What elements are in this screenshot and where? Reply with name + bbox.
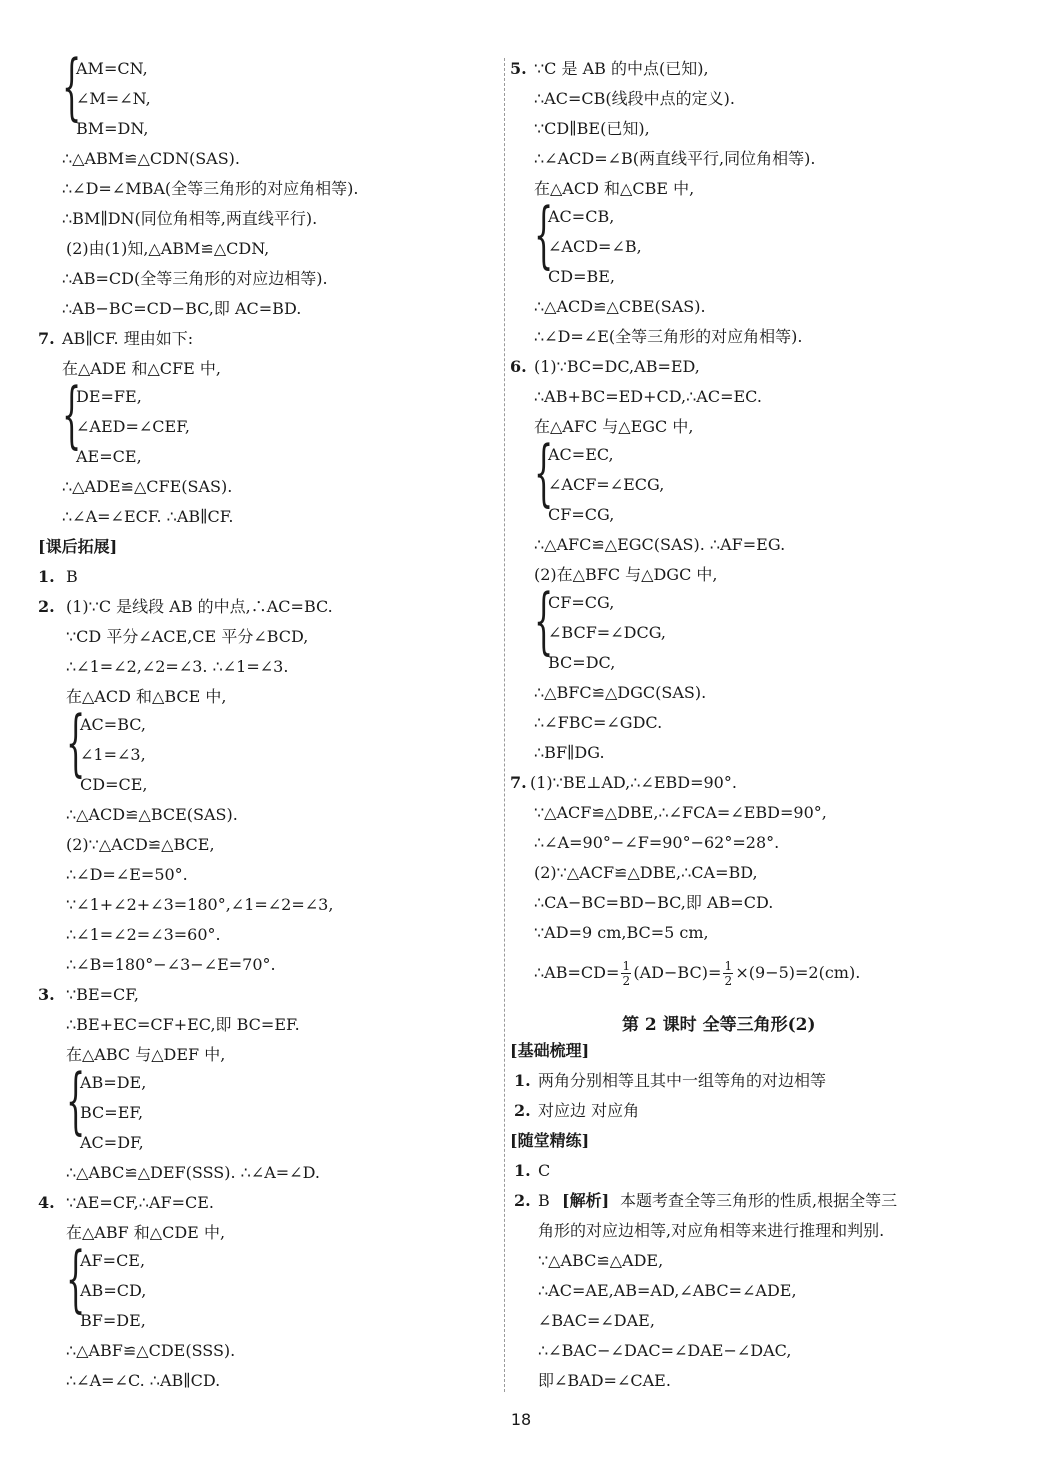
text-line: (1)∵BE⊥AD,∴∠EBD=90°. bbox=[530, 773, 737, 792]
text-line: BC=DC, bbox=[548, 653, 616, 672]
text-line: ∴∠1=∠2,∠2=∠3. ∴∠1=∠3. bbox=[66, 657, 289, 676]
text-line: 角形的对应边相等,对应角相等来进行推理和判别. bbox=[538, 1221, 885, 1240]
text-line: 即∠BAD=∠CAE. bbox=[538, 1371, 671, 1390]
text-line: 在△AFC 与△EGC 中, bbox=[534, 417, 694, 436]
text-line: AB=DE, bbox=[80, 1073, 147, 1092]
brace: { bbox=[534, 430, 554, 514]
fraction-numerator: 1 bbox=[622, 959, 631, 973]
text-line: ∴∠A=∠C. ∴AB∥CD. bbox=[66, 1371, 221, 1390]
text-line: ∴△ADE≌△CFE(SAS). bbox=[62, 477, 233, 496]
text-line: ∠ACD=∠B, bbox=[548, 237, 642, 256]
text-line: ∴BF∥DG. bbox=[534, 743, 605, 762]
text-line: 在△ABF 和△CDE 中, bbox=[66, 1223, 226, 1242]
text-line: ∵BE=CF, bbox=[66, 985, 139, 1004]
equation-part: (AD−BC)= bbox=[633, 963, 722, 982]
text-line: ∴AB−BC=CD−BC,即 AC=BD. bbox=[62, 299, 302, 318]
text-line: ∵CD∥BE(已知), bbox=[534, 119, 650, 138]
text-line: ∴AC=AE,AB=AD,∠ABC=∠ADE, bbox=[538, 1281, 797, 1300]
brace: { bbox=[534, 192, 554, 276]
text-line: (2)在△BFC 与△DGC 中, bbox=[534, 565, 718, 584]
text-line: CD=CE, bbox=[80, 775, 148, 794]
text-line: (1)∵C 是线段 AB 的中点,∴AC=BC. bbox=[66, 597, 333, 616]
text-line: ∴∠B=180°−∠3−∠E=70°. bbox=[66, 955, 276, 974]
text-line: (2)由(1)知,△ABM≌△CDN, bbox=[66, 239, 270, 258]
text-line: ∵AD=9 cm,BC=5 cm, bbox=[534, 923, 709, 942]
text-line: ∵C 是 AB 的中点(已知), bbox=[534, 59, 709, 78]
text-line: AC=DF, bbox=[80, 1133, 144, 1152]
text-line: ∠1=∠3, bbox=[80, 745, 146, 764]
text-line: 本题考查全等三角形的性质,根据全等三 bbox=[620, 1191, 898, 1210]
text-line: ∠M=∠N, bbox=[76, 89, 151, 108]
text-line: ∴△BFC≌△DGC(SAS). bbox=[534, 683, 707, 702]
answer-page: { AM=CN, ∠M=∠N, BM=DN, ∴△ABM≌△CDN(SAS). ∴∠D=∠MBA(全等三角形的对应角相等). ∴BM∥DN(同位角相等,两直线平行). (2)由(1)知,△ABM≌△CDN, ∴AB=CD(全等三角形的对应边相等). ∴AB−BC=CD−BC,即 AC=BD. 7. AB∥CF. 理由如下: 在△ADE 和△CFE 中, { DE=FE, ∠AED=∠CEF, AE=CE, ∴△ADE≌△CFE(SAS). ∴∠A=∠ECF. ∴AB∥CF. [课后拓展] 1. B 2. (1)∵C 是线段 AB 的中点,∴AC=BC. ∵CD 平分∠ACE,CE 平分∠BCD, ∴∠1=∠2,∠2=∠3. ∴∠1=∠3. 在△ACD 和△BCE 中, { AC=BC, ∠1=∠3, CD=CE, ∴△ACD≌△BCE(SAS). (2)∵△ACD≌△BCE, ∴∠D=∠E=50°. ∵∠1+∠2+∠3=180°,∠1=∠2=∠3, ∴∠1=∠2=∠3=60°. ∴∠B=180°−∠3−∠E=70°. 3. ∵BE=CF, ∴BE+EC=CF+EC,即 BC=EF. 在△ABC 与△DEF 中, { AB=DE, BC=EF, AC=DF, ∴△ABC≌△DEF(SSS). ∴∠A=∠D. 4. ∵AE=CF,∴AF=CE. 在△ABF 和△CDE 中, { AF=CE, AB=CD, BF=DE, ∴△ABF≌△CDE(SSS). ∴∠A=∠C. ∴AB∥CD. 5. ∵C 是 AB 的中点(已知), ∴AC=CB(线段中点的定义). ∵CD∥BE(已知), ∴∠ACD=∠B(两直线平行,同位角相等). 在△ACD 和△CBE 中, { AC=CB, ∠ACD=∠B, CD=BE, ∴△ACD≌△CBE(SAS). ∴∠D=∠E(全等三角形的对应角相等). 6. (1)∵BC=DC,AB=ED, ∴AB+BC=ED+CD,∴AC=EC. 在△AFC 与△EGC 中, { AC=EC, ∠ACF=∠ECG, CF=CG, ∴△AFC≌△EGC(SAS). ∴AF=EG. (2)在△BFC 与△DGC 中, { CF=CG, ∠BCF=∠DCG, BC=DC, ∴△BFC≌△DGC(SAS). ∴∠FBC=∠GDC. ∴BF∥DG. 7. (1)∵BE⊥AD,∴∠EBD=90°. ∵△ACF≌△DBE,∴∠FCA=∠EBD=90°, ∴∠A=90°−∠F=90°−62°=28°. (2)∵△ACF≌△DBE,∴CA=BD, ∴CA−BC=BD−BC,即 AB=CD. ∵AD=9 cm,BC=5 cm, ∴AB=CD= $\frac{1}{2}$ (AD−BC)= $\frac{1}{2}$ ×(9−5)=2(cm). 第 2 课时 全等三角形(2) [基础梳理] 1. 两角分别相等且其中一组等角的对边相等 2. 对应边 对应角 [随堂精练] 1. C 2. B [解析] 本题考查全等三角形的性质,根据全等三 角形的对应边相等,对应角相等来进行推理和判别. ∵△ABC≌△ADE, ∴AC=AE,AB=AD,∠ABC=∠ADE, ∠BAC=∠DAE, ∴∠BAC−∠DAC=∠DAE−∠DAC, 即∠BAD=∠CAE. 18 bbox=[0, 0, 1042, 1470]
text-line: ∵△ACF≌△DBE,∴∠FCA=∠EBD=90°, bbox=[534, 803, 827, 822]
text-line: ∠BCF=∠DCG, bbox=[548, 623, 666, 642]
column-divider bbox=[504, 58, 505, 1392]
text-line: ∴∠D=∠E(全等三角形的对应角相等). bbox=[534, 327, 803, 346]
text-line: ∴△ABC≌△DEF(SSS). ∴∠A=∠D. bbox=[66, 1163, 320, 1182]
text-line: 在△ACD 和△CBE 中, bbox=[534, 179, 695, 198]
text-line: (2)∵△ACD≌△BCE, bbox=[66, 835, 215, 854]
section-heading: [课后拓展] bbox=[38, 537, 118, 556]
text-line: ∴∠BAC−∠DAC=∠DAE−∠DAC, bbox=[538, 1341, 792, 1360]
answer-choice: B bbox=[66, 567, 78, 586]
brace: { bbox=[66, 700, 86, 784]
text-line: ∴∠ACD=∠B(两直线平行,同位角相等). bbox=[534, 149, 816, 168]
text-line: AF=CE, bbox=[80, 1251, 146, 1270]
text-line: ∴∠A=90°−∠F=90°−62°=28°. bbox=[534, 833, 780, 852]
text-line: AE=CE, bbox=[76, 447, 142, 466]
text-line: BC=EF, bbox=[80, 1103, 144, 1122]
text-line: ∵∠1+∠2+∠3=180°,∠1=∠2=∠3, bbox=[66, 895, 334, 914]
brace: { bbox=[62, 372, 82, 456]
text-line: ∴AB=CD(全等三角形的对应边相等). bbox=[62, 269, 328, 288]
text-line: ∴∠D=∠E=50°. bbox=[66, 865, 188, 884]
text-line: 对应边 对应角 bbox=[538, 1101, 640, 1120]
fraction-one-half bbox=[621, 960, 631, 987]
section-heading: [随堂精练] bbox=[510, 1131, 590, 1150]
text-line: ∴△ACD≌△BCE(SAS). bbox=[66, 805, 238, 824]
text-line: ∴∠D=∠MBA(全等三角形的对应角相等). bbox=[62, 179, 359, 198]
fraction-numerator: 1 bbox=[724, 959, 733, 973]
text-line: AB=CD, bbox=[80, 1281, 147, 1300]
text-line: CF=CG, bbox=[548, 593, 615, 612]
text-line: AC=BC, bbox=[80, 715, 147, 734]
section-heading: [基础梳理] bbox=[510, 1041, 590, 1060]
text-line: ∴AC=CB(线段中点的定义). bbox=[534, 89, 735, 108]
text-line: (1)∵BC=DC,AB=ED, bbox=[534, 357, 700, 376]
brace: { bbox=[66, 1058, 86, 1142]
text-line: ∴BM∥DN(同位角相等,两直线平行). bbox=[62, 209, 318, 228]
text-line: ∴BE+EC=CF+EC,即 BC=EF. bbox=[66, 1015, 300, 1034]
text-line: 在△ABC 与△DEF 中, bbox=[66, 1045, 226, 1064]
text-line: ∠AED=∠CEF, bbox=[76, 417, 190, 436]
text-line: ∠BAC=∠DAE, bbox=[538, 1311, 655, 1330]
fraction-denominator: 2 bbox=[724, 974, 733, 988]
text-line: ∵CD 平分∠ACE,CE 平分∠BCD, bbox=[66, 627, 309, 646]
analysis-tag: [解析] bbox=[562, 1191, 610, 1210]
text-line: ∴△ACD≌△CBE(SAS). bbox=[534, 297, 706, 316]
text-line: AC=CB, bbox=[548, 207, 615, 226]
text-line: ∴△ABM≌△CDN(SAS). bbox=[62, 149, 241, 168]
brace: { bbox=[534, 578, 554, 662]
equation-part: ×(9−5)=2(cm). bbox=[735, 963, 861, 982]
text-line: BF=DE, bbox=[80, 1311, 146, 1330]
text-line: ∵AE=CF,∴AF=CE. bbox=[66, 1193, 215, 1212]
text-line: ∠ACF=∠ECG, bbox=[548, 475, 665, 494]
answer-choice: B bbox=[538, 1191, 550, 1210]
text-line: ∵△ABC≌△ADE, bbox=[538, 1251, 664, 1270]
text-line: ∴△ABF≌△CDE(SSS). bbox=[66, 1341, 236, 1360]
text-line: (2)∵△ACF≌△DBE,∴CA=BD, bbox=[534, 863, 758, 882]
fraction-denominator: 2 bbox=[622, 974, 631, 988]
text-line: BM=DN, bbox=[76, 119, 149, 138]
text-line: ∴AB+BC=ED+CD,∴AC=EC. bbox=[534, 387, 762, 406]
equation-part: ∴AB=CD= bbox=[534, 963, 620, 982]
text-line: AB∥CF. 理由如下: bbox=[62, 329, 194, 348]
lesson-title: 第 2 课时 全等三角形(2) bbox=[622, 1015, 816, 1035]
text-line: ∴∠A=∠ECF. ∴AB∥CF. bbox=[62, 507, 234, 526]
text-line: ∴∠FBC=∠GDC. bbox=[534, 713, 663, 732]
answer-choice: C bbox=[538, 1161, 551, 1180]
text-line: ∴△AFC≌△EGC(SAS). ∴AF=EG. bbox=[534, 535, 786, 554]
fraction-one-half bbox=[723, 960, 733, 987]
text-line: CD=BE, bbox=[548, 267, 615, 286]
text-line: ∴CA−BC=BD−BC,即 AB=CD. bbox=[534, 893, 774, 912]
text-line: 在△ACD 和△BCE 中, bbox=[66, 687, 227, 706]
text-line: 在△ADE 和△CFE 中, bbox=[62, 359, 221, 378]
page-number: 18 bbox=[510, 1410, 532, 1429]
text-line: DE=FE, bbox=[76, 387, 142, 406]
brace: { bbox=[66, 1236, 86, 1320]
brace: { bbox=[62, 44, 82, 128]
text-line: CF=CG, bbox=[548, 505, 615, 524]
fraction-equation bbox=[534, 958, 860, 988]
text-line: ∴∠1=∠2=∠3=60°. bbox=[66, 925, 221, 944]
text-line: AM=CN, bbox=[76, 59, 148, 78]
text-line: 两角分别相等且其中一组等角的对边相等 bbox=[538, 1071, 827, 1090]
text-line: AC=EC, bbox=[548, 445, 614, 464]
